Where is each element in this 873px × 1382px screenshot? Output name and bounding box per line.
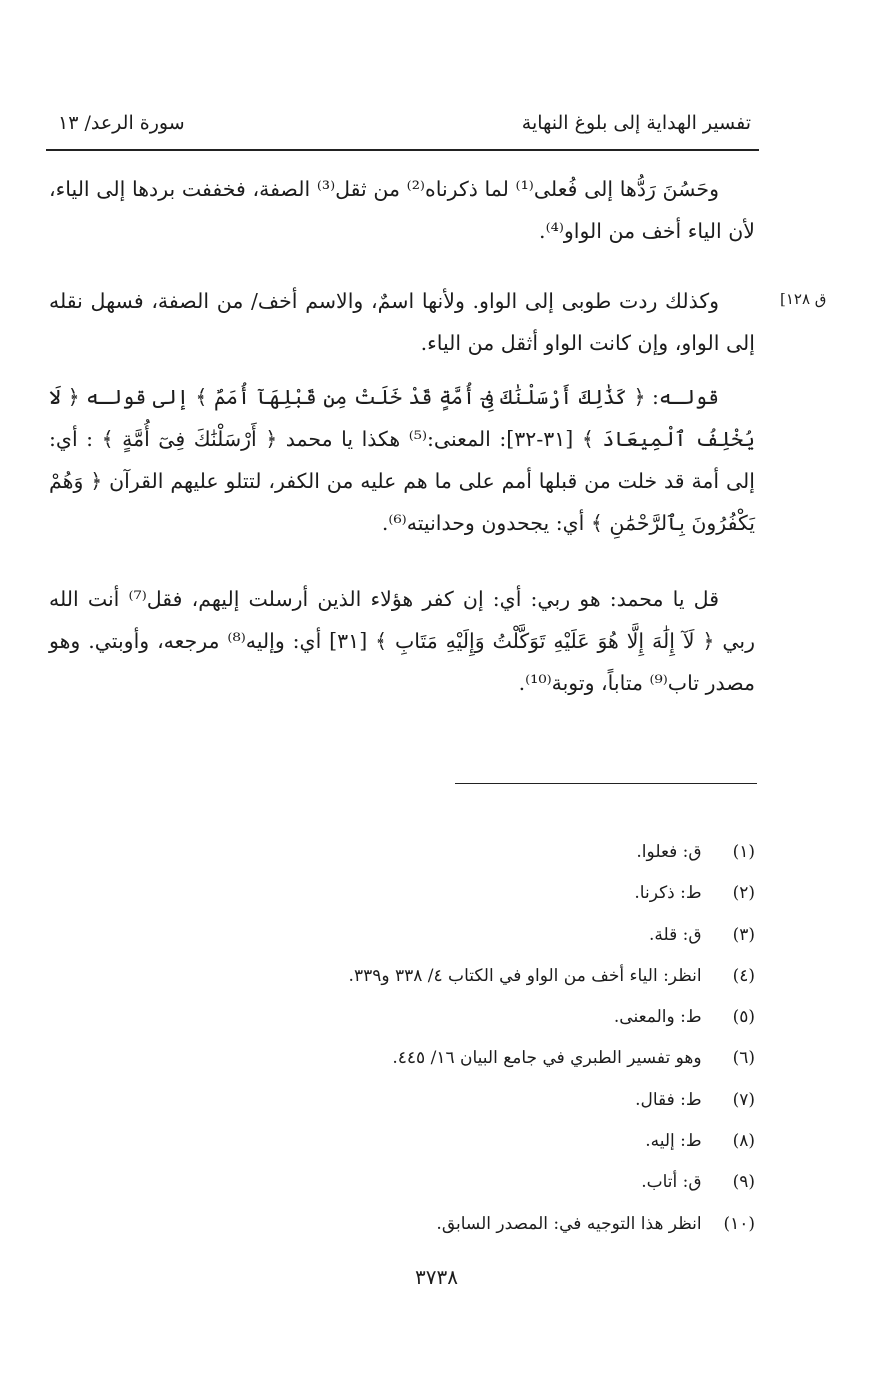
footnote-number: (٦) <box>732 1048 755 1069</box>
footnote-text: ط: إليه. <box>645 1131 702 1152</box>
footnote-text: ق: قلة. <box>649 924 702 945</box>
page-number: ٣٧٣٨ <box>415 1265 458 1289</box>
header-rule <box>46 149 759 151</box>
paragraph-text: قولـه: ﴿ كَذَٰلِكَ أَرْسَلْنَٰكَ فِىٓ أُمَّةٍ قَدْ خَلَتْ مِن قَبْلِهَآ أُمَمٌ ﴾ إلى قولـه ﴿ لَا يُخْلِفُ ٱلْمِيعَادَ ﴾ [٣١-٣٢]: المعنى:⁽⁵⁾ هكذا يا محمد ﴿ أَرْسَلْنَٰكَ فِىٓ أُمَّةٍ ﴾ : أي: إلى أمة قد خلت من قبلها أمم على ما هم عليه من الكفر، لتتلو عليهم القرآن ﴿ وَهُمْ يَكْفُرُونَ بِٱلرَّحْمَٰنِ ﴾ أي: يجحدون وحدانيته⁽⁶⁾. <box>49 385 756 535</box>
footnotes-list <box>95 834 755 1247</box>
manuscript-margin-note: ق ١٢٨] <box>780 290 827 308</box>
body-paragraph-4 <box>49 578 755 704</box>
footnote-item <box>95 958 755 999</box>
footnote-separator <box>455 783 757 784</box>
footnote-text: ق: فعلوا. <box>636 842 702 862</box>
footnote-number: (٤) <box>732 965 755 986</box>
footnote-text: انظر هذا التوجيه في: المصدر السابق. <box>436 1213 702 1234</box>
footnote-text: ط: ذكرنا. <box>634 883 702 904</box>
paragraph-text: وكذلك ردت طوبى إلى الواو. ولأنها اسمٌ، والاسم أخف/ من الصفة، فسهل نقله إلى الواو، وإن كانت الواو أثقل من الياء. <box>49 289 755 355</box>
running-header-surah: سورة الرعد/ ١٣ <box>58 112 185 134</box>
footnote-number: (٢) <box>732 883 755 904</box>
footnote-number: (٨) <box>732 1131 755 1152</box>
paragraph-text: وحَسُنَ رَدُّها إلى فُعلى⁽¹⁾ لما ذكرناه⁽²⁾ من ثقل⁽³⁾ الصفة، فخففت بردها إلى الياء، لأن الياء أخف من الواو⁽⁴⁾. <box>49 177 755 243</box>
footnote-text: ق: أتاب. <box>641 1172 702 1193</box>
body-paragraph-3 <box>49 376 755 544</box>
paragraph-text: قل يا محمد: هو ربي: أي: إن كفر هؤلاء الذين أرسلت إليهم، فقل⁽⁷⁾ أنت الله ربي ﴿ لَآ إِلَٰهَ إِلَّا هُوَ عَلَيْهِ تَوَكَّلْتُ وَإِلَيْهِ مَتَابِ ﴾ [٣١] أي: وإليه⁽⁸⁾ مرجعه، وأوبتي. وهو مصدر تاب⁽⁹⁾ متاباً، وتوبة⁽¹⁰⁾. <box>49 587 756 695</box>
footnote-number: (٥) <box>732 1007 755 1028</box>
footnote-item <box>95 1123 755 1164</box>
footnote-text: انظر: الياء أخف من الواو في الكتاب ٤/ ٣٣٨ و٣٣٩. <box>348 965 702 986</box>
footnote-item <box>95 1082 755 1123</box>
footnote-text: وهو تفسير الطبري في جامع البيان ١٦/ ٤٤٥. <box>392 1048 702 1069</box>
footnote-number: (٩) <box>732 1172 755 1193</box>
footnote-number: (١) <box>732 842 755 862</box>
footnote-item <box>95 1040 755 1081</box>
footnote-number: (١٠) <box>723 1213 755 1234</box>
running-header-book-title: تفسير الهداية إلى بلوغ النهاية <box>521 112 751 134</box>
footnote-item <box>95 917 755 958</box>
footnote-item <box>95 875 755 916</box>
body-paragraph-1 <box>49 168 755 252</box>
footnote-text: ط: فقال. <box>635 1089 702 1110</box>
footnote-item <box>95 834 755 875</box>
footnote-item <box>95 1164 755 1205</box>
footnote-number: (٧) <box>732 1089 755 1110</box>
footnote-text: ط: والمعنى. <box>613 1007 702 1028</box>
body-paragraph-2 <box>49 280 755 364</box>
footnote-item <box>95 999 755 1040</box>
footnote-number: (٣) <box>732 924 755 945</box>
footnote-item <box>95 1206 755 1247</box>
